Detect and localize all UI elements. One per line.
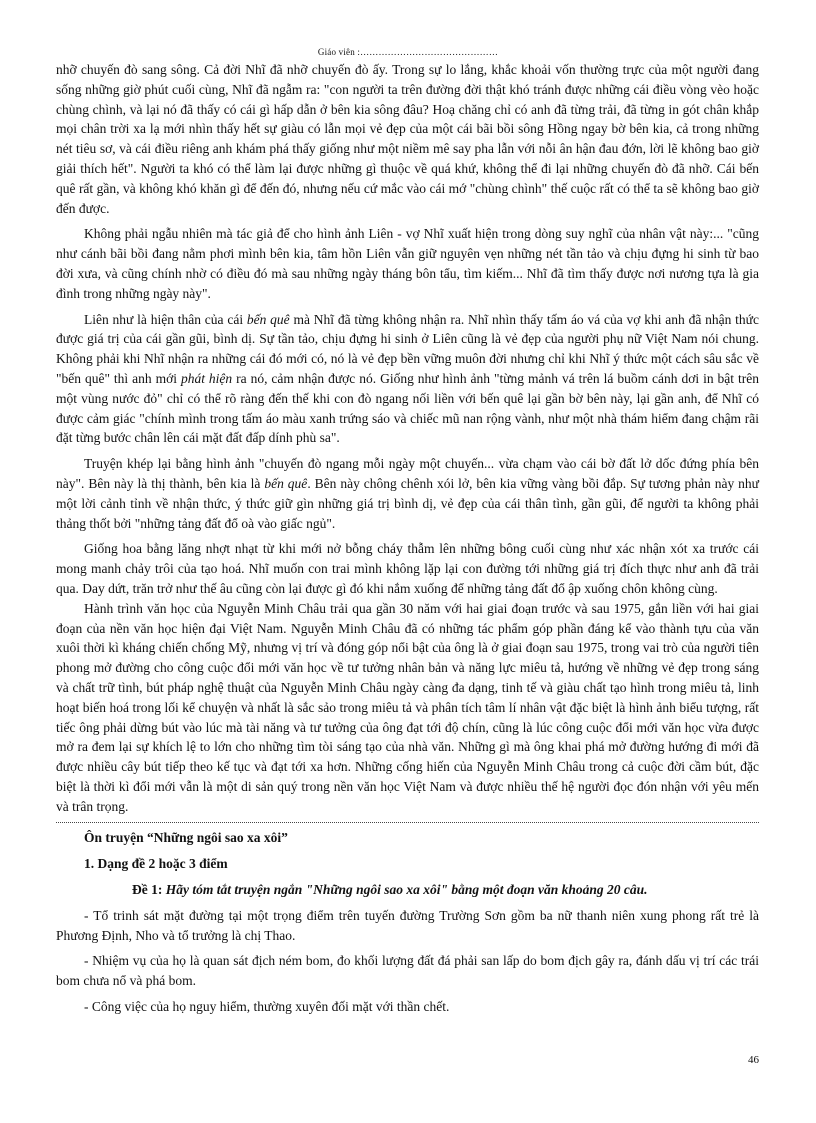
emphasis-phat-hien: phát hiện: [180, 370, 233, 386]
question-label: Đề 1:: [132, 882, 163, 898]
paragraph-3-part-c: ra nó, cảm nhận được nó. Giống như hình ảnh "từng mảnh vá trên lá buồm cánh dơi in bật trên một vùng nước đỏ" chỉ có thể rõ ràng đến thế khi con đò ngang nối liền với bến quê lại gần bờ bên này, lại gần anh, để Nhĩ có được cảm giác "chính mình trong tấm áo màu xanh trứng sáo và chiếc mũ nan rộng vành, như một nhà thám hiểm đang chậm rãi đặt từng bước chân lên cái mặt đất đấp dính phù sa".: [56, 370, 760, 446]
paragraph-4-part-b: . Bên này chông chênh xói lở, bên kia vững vàng bồi đắp. Sự tương phản này như một lời cảnh tỉnh về nhận thức, ý thức giữ gìn những giá trị bình dị, vẻ đẹp của cái thân tình, gần gũi, để người ta không phải thảng thốt bởi "những tảng đất đổ oà vào giấc ngủ".: [56, 475, 759, 531]
paragraph-4-part-a: Truyện khép lại bằng hình ảnh "chuyến đò ngang mỗi ngày một chuyến... vừa chạm vào cái bờ đất lở dốc đứng phía bên này". Bên này là thị thành, bên kia là: [56, 456, 759, 491]
question-text: Hãy tóm tắt truyện ngắn "Những ngôi sao xa xôi" bằng một đoạn văn khoảng 20 câu.: [165, 882, 648, 898]
summary-item: - Tổ trinh sát mặt đường tại một trọng điểm trên tuyến đường Trường Sơn gồm ba nữ thanh niên xung phong rất trẻ là Phương Định, Nho và tổ trưởng là chị Thao.: [56, 907, 759, 943]
paragraph-3-part-a: Liên như là hiện thân của cái: [84, 311, 247, 327]
paragraph-4: [56, 454, 759, 533]
paragraph-2: Không phải ngẫu nhiên mà tác giả để cho hình ảnh Liên - vợ Nhĩ xuất hiện trong dòng suy nghĩ của nhân vật này:... "cũng như cánh bãi bồi đang nằm phơi mình bên kia, tâm hồn Liên vẫn giữ nguyên vẹn những nét tần tảo và chịu đựng hi sinh từ bao đời xưa, và cũng chính nhờ có điều đó mà sau những ngày tháng bôn tẩu, tìm kiếm... Nhĩ đã tìm thấy được nơi nương tựa là gia đình trong những ngày này".: [56, 226, 759, 301]
paragraph-3-part-b: mà Nhĩ đã từng không nhận ra. Nhĩ nhìn thấy tấm áo vá của vợ khi anh đã nhận thức được giá trị của cái gần gũi, bình dị. Sự tần tảo, chịu đựng hi sinh ở Liên cũng là vẻ đẹp của người phụ nữ Việt Nam nói chung. Không phải khi Nhĩ nhận ra những cái đó mới có, nó là vẻ đẹp bền vững muôn đời nhưng chỉ khi Nhĩ ý thức một cách sâu sắc về "bến quê" thì anh mới: [56, 311, 759, 386]
paragraph-6: Hành trình văn học của Nguyễn Minh Châu trải qua gần 30 năm với hai giai đoạn trước và sau 1975, gắn liền với hai giai đoạn của nền văn học hiện đại Việt Nam. Nguyễn Minh Châu đã có những tác phẩm góp phần đáng kể vào thành tựu của văn xuôi thời kì kháng chiến chống Mỹ, nhưng vị trí và đóng góp nổi bật của ông là ở giai đoạn sau 1975, trong vai trò của người tiên phong mở đường cho công cuộc đổi mới văn học về tư tưởng nhân bản và năng lực miêu tả, hướng về những vẻ đẹp trong sáng và chất trữ tình, bút pháp nghệ thuật của Nguyễn Minh Châu ngày càng đa dạng, tinh tế và giàu chất tạo hình trong miêu tả, linh hoạt biến hoá trong lối kể chuyện và nhất là sắc sảo trong miêu tả và phân tích tâm lí nhân vật đặc biệt là hình ảnh biểu tượng, rất tiếc ông phải dừng bút vào lúc mà tài năng và tư tưởng của ông đạt tới độ chín, cũng là lúc công cuộc đổi mới văn học vừa được mở ra đem lại sự khích lệ to lớn cho những tìm tòi sáng tạo của nhà văn. Những gì mà ông khai phá mở đường hướng đi mới đã được nhiều cây bút tiếp theo kế tục và đạt tới xa hơn. Những cống hiến của Nguyễn Minh Châu trong cả cuộc đời cầm bút, đặc biệt là thời kì đổi mới vẫn là một di sản quý trong nền văn học Việt Nam và được nhiều thế hệ người đọc đón nhận với yêu mến và trân trọng.: [56, 600, 759, 814]
page-number: 46: [748, 1054, 759, 1066]
paragraph-5: Giống hoa bằng lăng nhợt nhạt từ khi mới nở bỗng cháy thẫm lên những bông cuối cùng như xác nhận xót xa trước cái mong manh chảy trôi của tạo hoá. Nhĩ muốn con trai mình không lặp lại con đường tới những giá trị đích thực như anh đã trải qua. Day dứt, trăn trở như thế âu cũng còn lại được gì đó khi nắm xuống để những tảng đất đổ ập xuống chôn không cùng.: [56, 541, 759, 596]
emphasis-ben-que: bến quê: [246, 311, 290, 327]
paragraph-3: [56, 310, 759, 449]
question-1: [56, 880, 759, 900]
emphasis-ben-que-2: bến quê: [264, 475, 308, 491]
paragraph-1: nhỡ chuyến đò sang sông. Cả đời Nhĩ đã nhỡ chuyến đò ấy. Trong sự lo lắng, khắc khoải vốn thường trực của một người đang sống những giờ phút cuối cùng, Nhĩ đã ngẫm ra: "con người ta trên đường đời thật khó tránh được những cái điều vòng vèo hoặc chùng chình, và lại nó đã thấy có cái gì hấp dẫn ở bên kia sông đâu? Hoạ chăng chỉ có anh đã từng trải, đã từng in gót chân khắp mọi chân trời xa lạ mới nhìn thấy hết sự giàu có lẫn mọi vẻ đẹp của một cái bãi bồi sông Hồng ngay bờ bên kia, cả trong những nét tiêu sơ, và cái điều riêng anh khám phá thấy giống như một niềm mê say pha lẫn với nỗi ân hận đau đớn, lời lẽ không bao giờ giải thích hết". Người ta khó có thể làm lại được những gì thuộc về quá khứ, không thể đi lại những chuyến đò đã nhỡ. Cái bến quê rất gần, và không khó khăn gì để đến đó, nhưng nếu cứ mắc vào cái mớ "chùng chình" thế cuộc rất có thể ta sẽ không bao giờ đến được.: [56, 62, 759, 216]
document-body: [56, 60, 759, 1023]
summary-item: - Nhiệm vụ của họ là quan sát địch ném bom, đo khối lượng đất đá phải san lấp do bom địch gây ra, đánh dấu vị trí các trái bom chưa nổ và phá bom.: [56, 953, 759, 989]
section-title: Ôn truyện “Những ngôi sao xa xôi”: [84, 830, 288, 846]
summary-item: - Công việc của họ nguy hiểm, thường xuyên đối mặt với thần chết.: [84, 999, 450, 1015]
section-subtitle: 1. Dạng đề 2 hoặc 3 điểm: [84, 856, 228, 872]
dotted-divider: [56, 822, 759, 823]
page-header: Giáo viên :………………………………………: [317, 47, 499, 57]
